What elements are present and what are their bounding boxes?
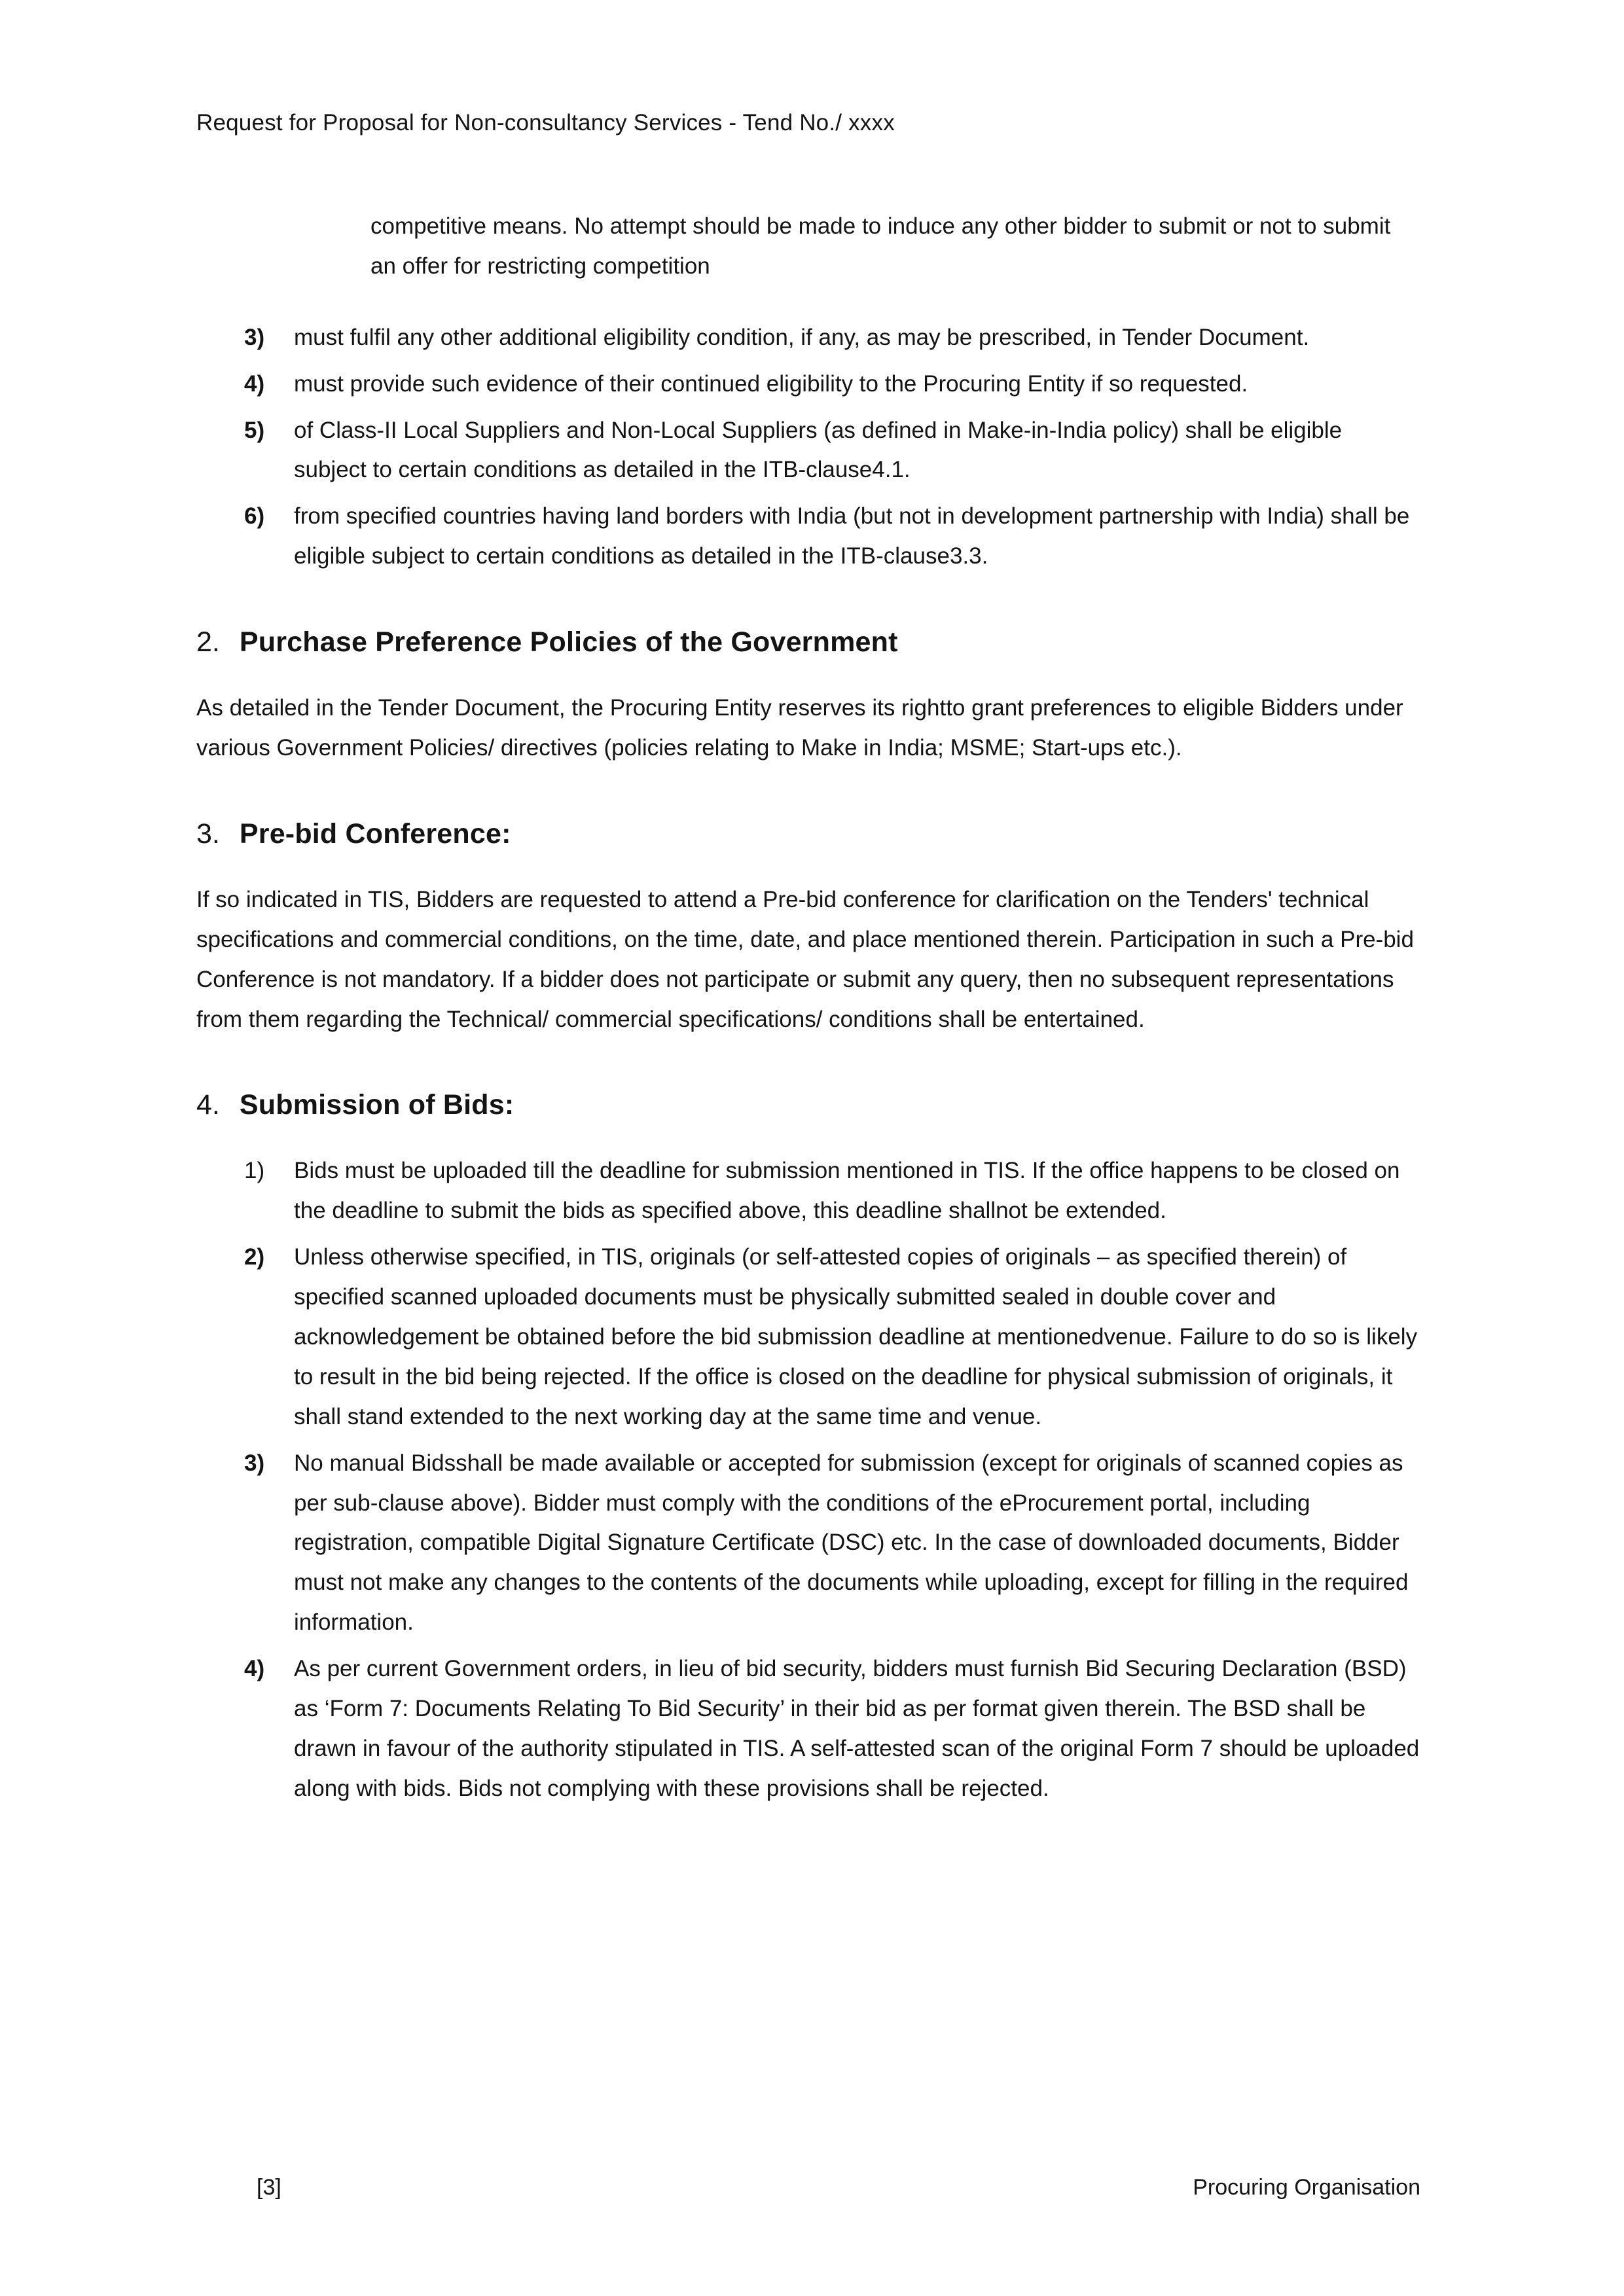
- page-footer: [196, 2175, 1420, 2200]
- continuation-paragraph: competitive means. No attempt should be made to induce any other bidder to submit or not to submit an offer for restricting competition: [370, 213, 1391, 279]
- list-item-number: 3): [244, 324, 265, 350]
- section-title: Pre-bid Conference:: [239, 817, 511, 850]
- list-item-number: 1): [244, 1158, 265, 1184]
- prebid-conference-paragraph: If so indicated in TIS, Bidders are requested to attend a Pre-bid conference for clarification on the Tenders' technical specifications and commercial conditions, on the time, date, and place mentioned therein. Participation in such a Pre-bid Conference is not mandatory. If a bidder does not participate or submit any query, then no subsequent representations from them regarding the Technical/ commercial specifications/ conditions shall be entertained.: [196, 886, 1414, 1032]
- purchase-preference-paragraph: As detailed in the Tender Document, the Procuring Entity reserves its rightto grant preferences to eligible Bidders under various Government Policies/ directives (policies relating to Make in India; MSME; Start-ups etc.).: [196, 695, 1403, 761]
- list-item: [196, 318, 1420, 358]
- list-item-number: 4): [244, 370, 265, 397]
- list-item-number: 4): [244, 1656, 265, 1682]
- section-title: Submission of Bids:: [239, 1089, 514, 1121]
- bids-submission-list: [196, 1151, 1420, 1808]
- list-item-number: 5): [244, 417, 265, 443]
- section-heading-prebid-conference: [196, 818, 1420, 850]
- list-item-number: 3): [244, 1450, 265, 1476]
- list-item-number: 6): [244, 503, 265, 529]
- list-item: [196, 497, 1420, 577]
- list-item-text: must fulfil any other additional eligibility condition, if any, as may be prescribed, in Tender Document.: [294, 324, 1310, 350]
- list-item: [196, 411, 1420, 491]
- list-item-text: As per current Government orders, in lieu of bid security, bidders must furnish Bid Securing Declaration (BSD) as ‘Form 7: Documents Relating To Bid Security’ in their bid as per format given therein. The BSD shall be drawn in favour of the authority stipulated in TIS. A self-attested scan of the original Form 7 should be uploaded along with bids. Bids not complying with these provisions shall be rejected.: [294, 1656, 1420, 1801]
- list-item-number: 2): [244, 1244, 265, 1270]
- section-number: 3.: [196, 817, 220, 850]
- list-item-text: of Class-II Local Suppliers and Non-Local Suppliers (as defined in Make-in-India policy) shall be eligible subject to certain conditions as detailed in the ITB-clause4.1.: [294, 417, 1343, 483]
- page-number: [3]: [257, 2175, 281, 2200]
- list-item: [196, 1238, 1420, 1437]
- list-item: [196, 365, 1420, 404]
- section-heading-purchase-preference: [196, 626, 1420, 658]
- list-item: [196, 1649, 1420, 1809]
- section-title: Purchase Preference Policies of the Government: [239, 626, 898, 658]
- section-heading-submission-of-bids: [196, 1089, 1420, 1121]
- section-number: 4.: [196, 1089, 220, 1121]
- list-item-text: Unless otherwise specified, in TIS, originals (or self-attested copies of originals – as specified therein) of specified scanned uploaded documents must be physically submitted sealed in double cover and acknowledgement be obtained before the bid submission deadline at mentionedvenue. Failure to do so is likely to result in the bid being rejected. If the office is closed on the deadline for physical submission of originals, it shall stand extended to the next working day at the same time and venue.: [294, 1244, 1418, 1429]
- eligibility-list: [196, 318, 1420, 577]
- list-item: [196, 1444, 1420, 1643]
- list-item-text: from specified countries having land borders with India (but not in development partnership with India) shall be eligible subject to certain conditions as detailed in the ITB-clause3.3.: [294, 503, 1410, 569]
- list-item-text: must provide such evidence of their continued eligibility to the Procuring Entity if so requested.: [294, 370, 1248, 397]
- document-header: Request for Proposal for Non-consultancy Services - Tend No./ xxxx: [196, 110, 895, 135]
- footer-organisation: Procuring Organisation: [1193, 2175, 1420, 2200]
- section-number: 2.: [196, 626, 220, 658]
- list-item: [196, 1151, 1420, 1231]
- page-content: [196, 110, 1420, 1816]
- list-item-text: No manual Bidsshall be made available or accepted for submission (except for originals of scanned copies as per sub-clause above). Bidder must comply with the conditions of the eProcurement portal, including registration, compatible Digital Signature Certificate (DSC) etc. In the case of downloaded documents, Bidder must not make any changes to the contents of the documents while uploading, except for filling in the required information.: [294, 1450, 1409, 1636]
- list-item-text: Bids must be uploaded till the deadline for submission mentioned in TIS. If the office happens to be closed on the deadline to submit the bids as specified above, this deadline shallnot be extended.: [294, 1158, 1400, 1224]
